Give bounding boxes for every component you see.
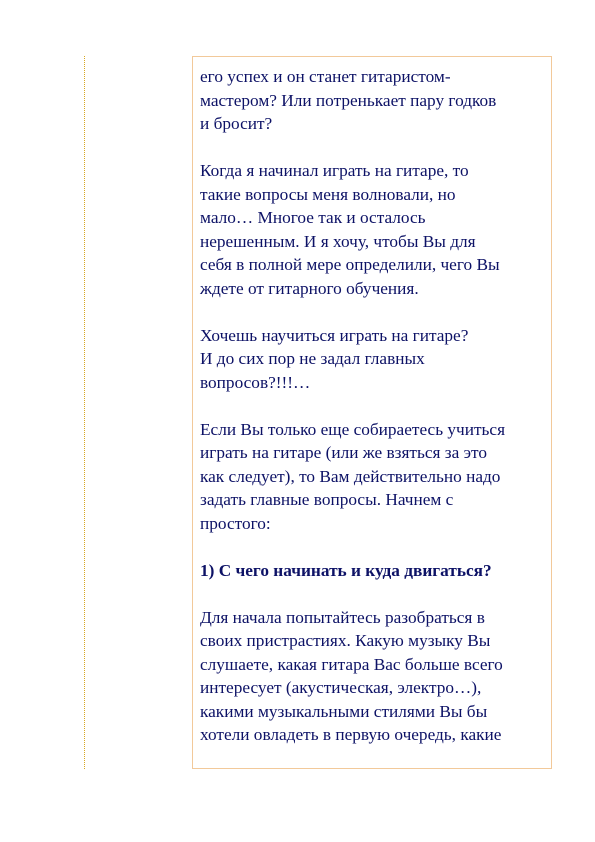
paragraph-6: [200, 606, 551, 747]
text-line: Если Вы только еще собираетесь учиться: [200, 419, 506, 439]
text-frame: [192, 56, 552, 769]
paragraph-3: [200, 324, 551, 395]
margin-guide-line: [84, 56, 85, 769]
paragraph-spacer: [200, 300, 551, 324]
text-line: своих пристрастиях. Какую музыку Вы: [200, 631, 491, 650]
paragraph-spacer: [200, 394, 551, 418]
text-line: какими музыкальными стилями Вы бы: [200, 701, 488, 721]
paragraph-2: [200, 159, 551, 300]
section-heading: [200, 559, 551, 583]
text-line: интересует (акустическая, электро…),: [200, 678, 482, 697]
text-line: нерешенным. И я хочу, чтобы Вы для: [200, 231, 476, 251]
text-line: хотели овладеть в первую очередь, какие: [200, 725, 502, 744]
text-line: Для начала попытайтесь разобраться в: [200, 607, 485, 627]
text-line: мастером? Или потренькает пару годков: [200, 90, 497, 110]
text-line: его успех и он станет гитаристом-: [200, 67, 451, 86]
paragraph-1: [200, 65, 551, 136]
paragraph-spacer: [200, 136, 551, 160]
heading-line: 1) С чего начинать и куда двигаться?: [200, 560, 492, 580]
text-line: играть на гитаре (или же взяться за это: [200, 443, 487, 462]
text-line: и бросит?: [200, 114, 273, 133]
text-line: слушаете, какая гитара Вас больше всего: [200, 654, 503, 674]
text-line: мало… Многое так и осталось: [200, 208, 426, 227]
paragraph-spacer: [200, 535, 551, 559]
paragraph-4: [200, 418, 551, 536]
text-line: Когда я начинал играть на гитаре, то: [200, 161, 469, 180]
text-line: ждете от гитарного обучения.: [200, 278, 419, 298]
text-line: как следует), то Вам действительно надо: [200, 466, 501, 486]
text-line: вопросов?!!!…: [200, 372, 311, 392]
text-line: И до сих пор не задал главных: [200, 349, 425, 368]
text-line: задать главные вопросы. Начнем с: [200, 490, 454, 509]
text-line: простого:: [200, 513, 271, 533]
text-line: такие вопросы меня волновали, но: [200, 184, 456, 204]
text-line: Хочешь научиться играть на гитаре?: [200, 325, 469, 345]
text-line: себя в полной мере определили, чего Вы: [200, 255, 500, 274]
paragraph-spacer: [200, 582, 551, 606]
